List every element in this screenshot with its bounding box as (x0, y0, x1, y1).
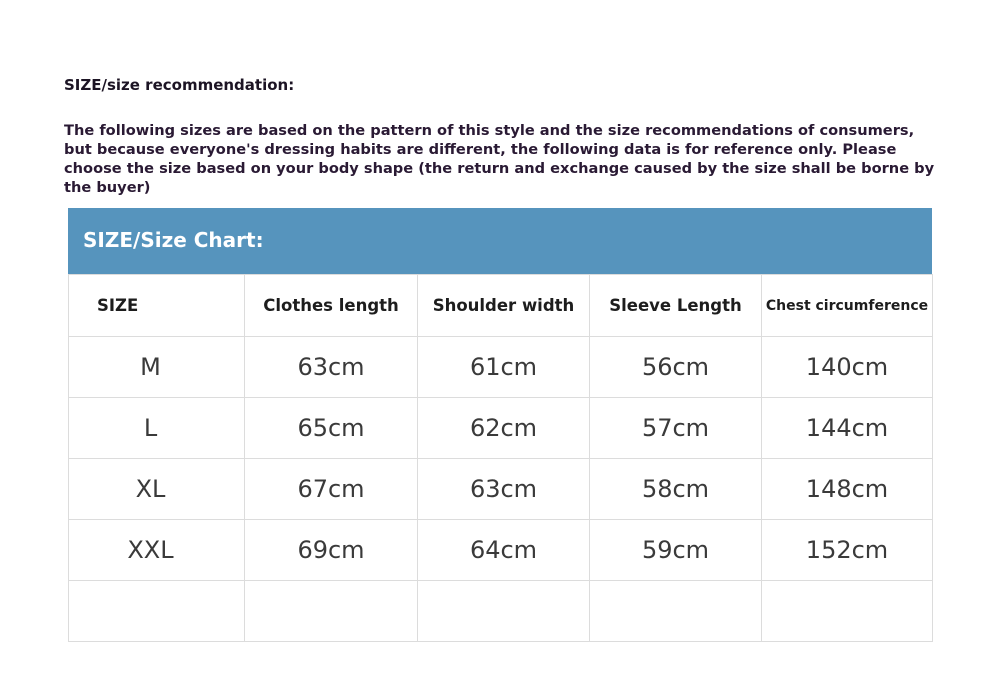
table-cell (590, 581, 762, 642)
table-cell: 56cm (590, 337, 762, 398)
table-cell: 69cm (245, 520, 418, 581)
table-cell: 59cm (590, 520, 762, 581)
table-cell: 65cm (245, 398, 418, 459)
chart-header (68, 208, 932, 274)
table-cell: 57cm (590, 398, 762, 459)
column-header-size: SIZE (69, 275, 245, 337)
table-cell: 58cm (590, 459, 762, 520)
table-cell: 63cm (245, 337, 418, 398)
intro-text: The following sizes are based on the pattern of this style and the size recommendations of consumers, but because everyone's dressing habits are different, the following data is for reference only. Please choose the size based on your body shape (the return and exchange caused by the size shall be borne by the buyer) (64, 122, 935, 196)
table-header-row (69, 275, 933, 337)
table-cell: 148cm (762, 459, 933, 520)
size-table (68, 274, 933, 642)
table-cell-size: XL (69, 459, 245, 520)
table-cell: 64cm (418, 520, 590, 581)
column-header-shoulder-width: Shoulder width (418, 275, 590, 337)
table-row (69, 337, 933, 398)
table-cell: 67cm (245, 459, 418, 520)
table-cell (245, 581, 418, 642)
table-cell: 140cm (762, 337, 933, 398)
table-cell: 152cm (762, 520, 933, 581)
table-row (69, 520, 933, 581)
table-row (69, 459, 933, 520)
table-cell-size: L (69, 398, 245, 459)
table-cell: 144cm (762, 398, 933, 459)
table-row-empty (69, 581, 933, 642)
table-cell-size: M (69, 337, 245, 398)
page-heading: SIZE/size recommendation: (64, 76, 295, 94)
table-cell-size: XXL (69, 520, 245, 581)
column-header-clothes-length: Clothes length (245, 275, 418, 337)
table-cell: 61cm (418, 337, 590, 398)
chart-title: SIZE/Size Chart: (83, 228, 264, 252)
table-cell (418, 581, 590, 642)
table-row (69, 398, 933, 459)
table-cell (762, 581, 933, 642)
table-cell: 62cm (418, 398, 590, 459)
table-cell-size (69, 581, 245, 642)
column-header-chest-circumference: Chest circumference (762, 275, 933, 337)
table-cell: 63cm (418, 459, 590, 520)
column-header-sleeve-length: Sleeve Length (590, 275, 762, 337)
